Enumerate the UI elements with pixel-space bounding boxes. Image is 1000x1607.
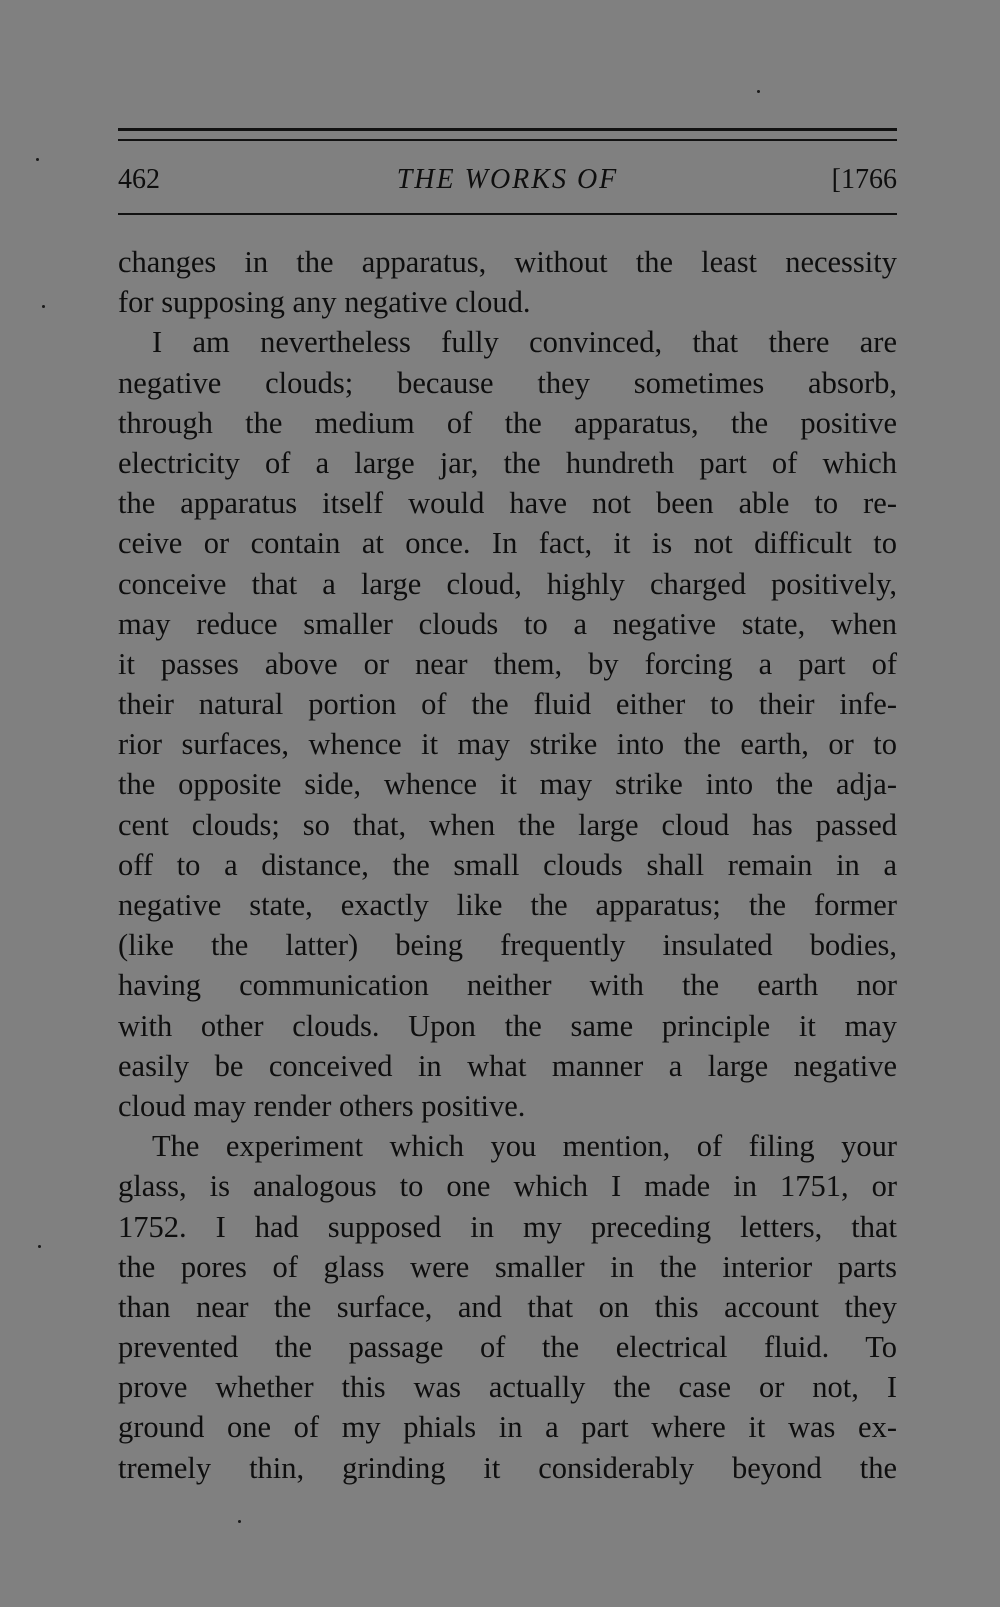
- text-line: rior surfaces, whence it may strike into the earth, or to: [118, 727, 897, 762]
- running-header: [118, 162, 897, 198]
- text-line: changes in the apparatus, without the least necessity: [118, 245, 897, 279]
- text-line: prove whether this was actually the case or not, I: [118, 1370, 897, 1405]
- header-rule-top: [118, 128, 897, 131]
- text-line: having communication neither with the earth nor: [118, 968, 897, 1003]
- header-rule-second: [118, 139, 897, 141]
- text-line: negative state, exactly like the apparatus; the former: [118, 888, 897, 922]
- text-line: negative clouds; because they sometimes absorb,: [118, 365, 897, 400]
- year-marker: [1766: [831, 164, 897, 195]
- text-line: may reduce smaller clouds to a negative state, when: [118, 606, 897, 641]
- text-line: 1752. I had supposed in my preceding letters, that: [118, 1209, 897, 1244]
- text-line: ground one of my phials in a part where it was ex-: [118, 1410, 897, 1445]
- page-number: 462: [118, 164, 160, 195]
- text-line: tremely thin, grinding it considerably beyond the: [118, 1450, 897, 1485]
- text-line: with other clouds. Upon the same principle it may: [118, 1008, 897, 1043]
- print-speck: [238, 1520, 241, 1523]
- text-line: than near the surface, and that on this account they: [118, 1289, 897, 1324]
- body-text: [118, 242, 897, 1488]
- text-line: the opposite side, whence it may strike into the adja-: [118, 767, 897, 802]
- text-line: easily be conceived in what manner a large negative: [118, 1048, 897, 1083]
- text-line: their natural portion of the fluid either to their infe-: [118, 687, 897, 722]
- text-line: The experiment which you mention, of filing your: [152, 1129, 897, 1164]
- text-line: prevented the passage of the electrical fluid. To: [118, 1330, 897, 1365]
- text-line: the apparatus itself would have not been able to re-: [118, 486, 897, 521]
- text-line: for supposing any negative cloud.: [118, 285, 531, 320]
- text-line: I am nevertheless fully convinced, that there are: [152, 325, 897, 360]
- text-line: cent clouds; so that, when the large cloud has passed: [118, 807, 897, 842]
- text-line: the pores of glass were smaller in the interior parts: [118, 1249, 897, 1284]
- text-line: conceive that a large cloud, highly charged positively,: [118, 566, 897, 601]
- text-line: glass, is analogous to one which I made in 1751, or: [118, 1169, 897, 1204]
- text-line: electricity of a large jar, the hundreth part of which: [118, 445, 897, 480]
- print-speck: [36, 158, 39, 161]
- running-title: THE WORKS OF: [396, 164, 619, 195]
- text-line: through the medium of the apparatus, the positive: [118, 405, 897, 440]
- text-line: (like the latter) being frequently insulated bodies,: [118, 928, 897, 963]
- header-rule-bottom: [118, 213, 897, 215]
- text-line: cloud may render others positive.: [118, 1088, 526, 1123]
- print-speck: [42, 305, 45, 308]
- text-line: off to a distance, the small clouds shall remain in a: [118, 847, 897, 882]
- text-line: it passes above or near them, by forcing a part of: [118, 646, 897, 681]
- text-line: ceive or contain at once. In fact, it is not difficult to: [118, 526, 897, 561]
- print-speck: [757, 90, 760, 93]
- print-speck: [38, 1245, 41, 1248]
